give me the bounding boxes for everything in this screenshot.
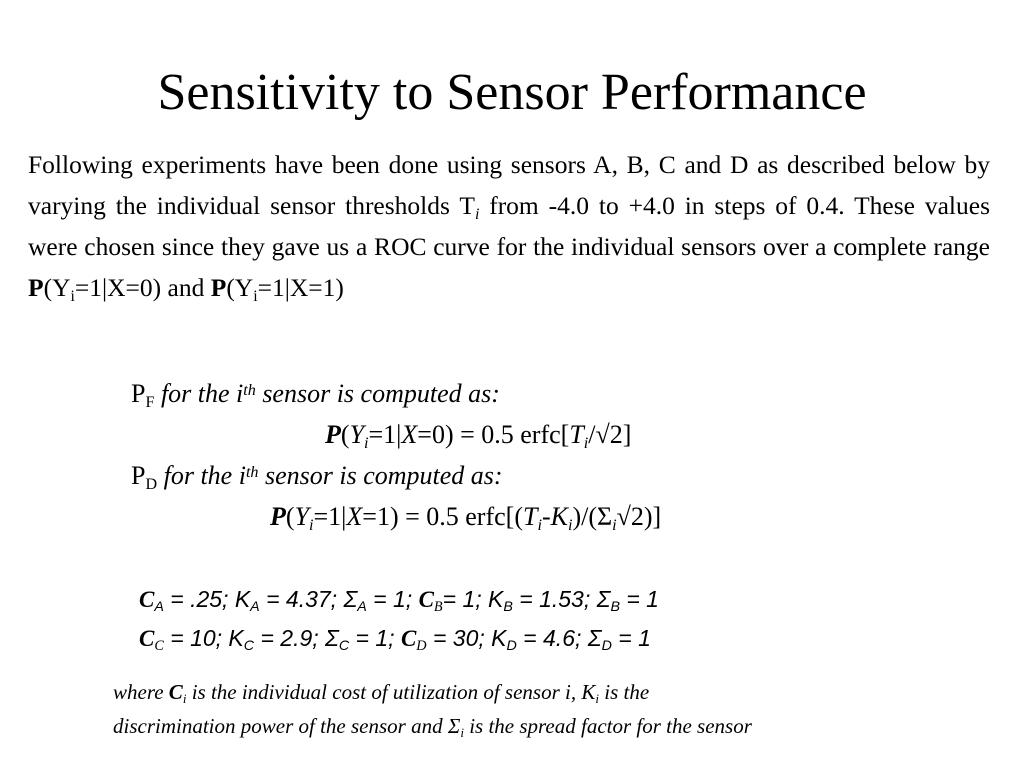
note-line2a: discrimination power of the sensor and Σ [113,714,461,738]
pf-f-p: P [325,420,341,449]
k-sub-c: C [243,638,255,655]
pf-f-c: =0) = 0.5 erfc[ [417,420,570,449]
s-sub-c: C [338,638,350,655]
expr1-sub: i [70,287,75,305]
s-sub-d: D [601,638,612,655]
pd-sub: D [145,475,158,493]
sensor-params-row-2 [139,623,651,654]
slide-title: Sensitivity to Sensor Performance [157,64,867,121]
r2-v4: = 30; K [426,625,507,651]
expr1-b: =1|X=0) and [74,273,211,302]
expr2-sub: i [253,287,258,305]
s-sub-a: A [357,599,367,616]
k-sub-b: B [503,599,513,616]
c-symbol: C [139,587,155,612]
c-symbol-4: C [400,626,417,651]
note-i3: i [460,724,464,740]
c-symbol-2: C [418,587,434,612]
s-sub-b: B [610,599,620,616]
pf-text-a: for the i [154,379,244,408]
r2-v6: = 1 [611,625,651,651]
intro-text-1: Following experiments have been done using sensors A, B, C and D as described below by varying the individual sensor thresholds T [28,150,990,220]
pf-f-a: ( [340,420,350,449]
note-line2b: is the spread factor for the sensor [463,714,752,738]
pd-f-a: ( [285,502,295,531]
pd-formula [270,499,661,535]
expr1-a: (Y [43,273,71,302]
r1-v6: = 1 [619,586,659,612]
pd-f-e: √2)] [616,502,662,531]
expr2-a: (Y [226,273,254,302]
sensor-params-row-1 [139,584,659,615]
prob-symbol-2: P [210,273,227,302]
threshold-subscript: i [474,205,480,223]
pf-f-i: i [364,434,369,452]
k-sub-d: D [506,638,517,655]
pd-f-i4: i [612,516,617,534]
pd-f-c: =1) = 0.5 erfc[( [362,502,523,531]
r1-v2: = 4.37; Σ [259,586,358,612]
intro-text-2: from -4.0 to +4.0 in steps of 0.4. These values were chosen since they gave us a ROC curve for the individual sensors over a complete range [28,191,990,261]
pd-sup: th [245,463,259,481]
pd-text-b: sensor is computed as: [258,461,503,490]
c-symbol-3: C [139,626,155,651]
pd-f-p: P [270,502,286,531]
c-sub-a: A [154,599,164,616]
pf-sup: th [243,381,256,399]
pd-heading [131,458,503,494]
pf-f-i2: i [583,434,589,452]
pf-f-b: =1| [368,420,402,449]
r1-v4: = 1; K [442,586,504,612]
r1-v1: = .25; K [163,586,251,612]
note-i1: i [182,690,187,706]
pf-formula [325,417,631,453]
pd-f-y: Y [294,502,310,531]
pd-symbol: P [131,461,146,490]
pd-f-i: i [309,516,314,534]
pd-f-i2: i [537,516,542,534]
intro-paragraph [28,144,990,308]
note-i2: i [595,690,599,706]
pf-symbol: P [131,379,146,408]
r1-v5: = 1.53; Σ [512,586,611,612]
expr2-b: =1|X=1) [257,273,344,302]
pd-f-d: )/(Σ [572,502,613,531]
prob-symbol-1: P [28,273,44,302]
r1-v3: = 1; [366,586,419,612]
pd-f-t: T [522,502,538,531]
pf-text-b: sensor is computed as: [255,379,500,408]
c-sub-d: D [416,638,427,655]
pf-f-t: T [569,420,584,449]
c-sub-c: C [154,638,164,655]
pd-text-a: for the i [157,461,246,490]
footnote [113,675,993,743]
r2-v3: = 1; [349,625,401,651]
c-sub-b: B [433,599,443,616]
r2-v1: = 10; K [163,625,244,651]
pf-heading [131,376,500,412]
note-c2: is the [599,680,650,704]
pf-sub: F [145,393,155,411]
r2-v5: = 4.6; Σ [516,625,602,651]
pd-f-k: K [550,502,568,531]
note-b: is the individual cost of utilization of sensor i, K [186,680,596,704]
pd-f-i3: i [567,516,573,534]
pd-f-x: X [346,502,363,531]
pd-f-dash: - [541,502,551,531]
k-sub-a: A [250,599,260,616]
pf-f-x: X [401,420,418,449]
r2-v2: = 2.9; Σ [254,625,339,651]
note-c: C [168,680,183,704]
pd-f-b: =1| [313,502,347,531]
pf-f-d: /√2] [588,420,632,449]
note-a: where [113,680,169,704]
pf-f-y: Y [349,420,365,449]
